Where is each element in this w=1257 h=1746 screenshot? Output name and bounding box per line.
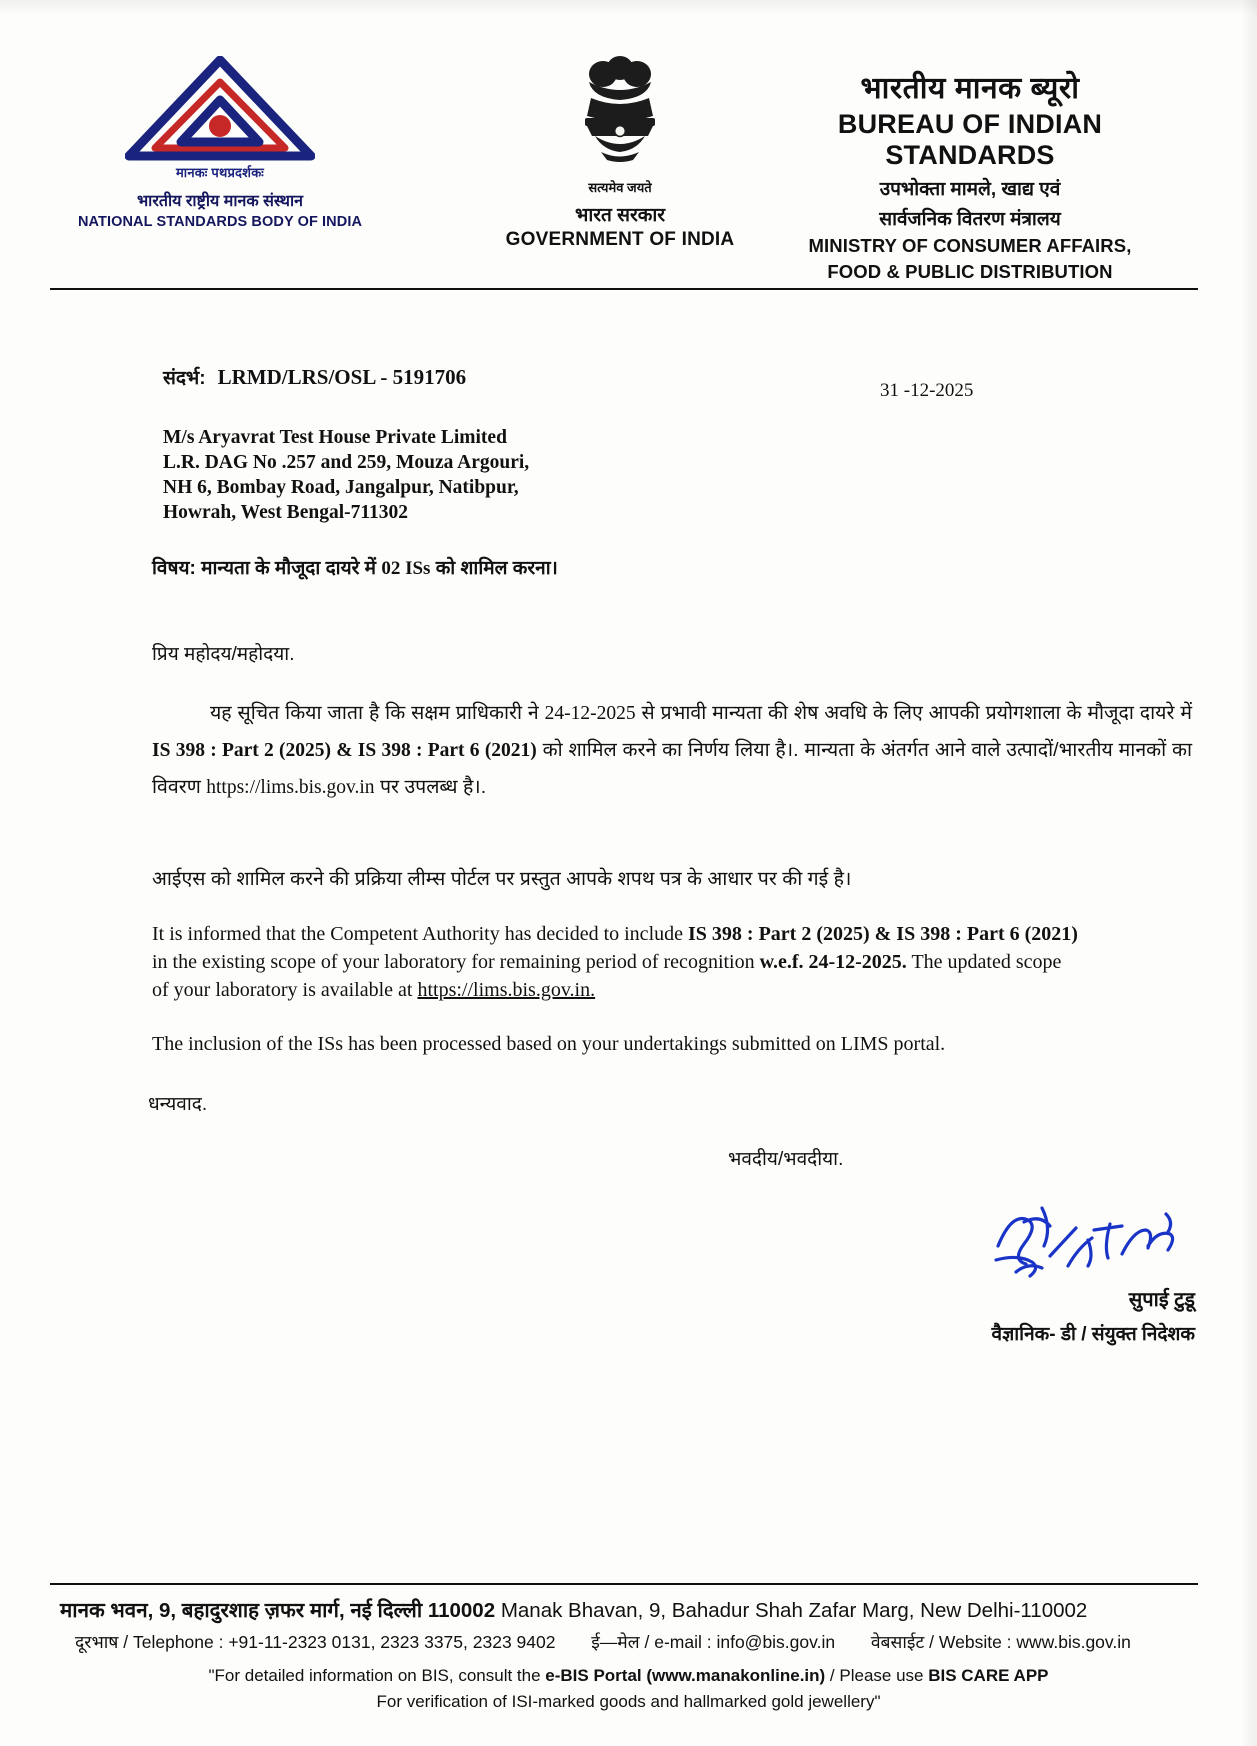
english-p1-part-c: The updated scope of your laboratory is available at	[152, 951, 1062, 1001]
signatory-designation: वैज्ञानिक- डी / संयुक्त निदेशक	[991, 1324, 1195, 1345]
scan-edge-top	[0, 0, 1257, 14]
hindi-p1-effective-date: 24-12-2025	[544, 703, 636, 724]
reference-label: संदर्भ:	[163, 368, 206, 389]
hindi-p1-standards: IS 398 : Part 2 (2025) & IS 398 : Part 6 (2021)	[152, 740, 537, 761]
salutation: प्रिय महोदय/महोदया.	[152, 644, 295, 665]
reference-number: LRMD/LRS/OSL - 5191706	[217, 365, 467, 389]
ministry-hindi-line1: उपभोक्ता मामले, खाद्य एवं	[879, 179, 1061, 200]
bis-logo-block	[70, 56, 370, 230]
addressee-line-1: M/s Aryavrat Test House Private Limited	[163, 427, 507, 448]
footer-address	[60, 1596, 1200, 1624]
handwritten-signature	[990, 1200, 1190, 1280]
hindi-paragraph-1	[152, 695, 1192, 806]
hindi-p1-part-c: को शामिल करने का निर्णय लिया है।. मान्यता के अंतर्गत आने वाले उत्पादों/भारतीय मानकों का विवरण	[152, 739, 1192, 798]
addressee-line-3: NH 6, Bombay Road, Jangalpur, Natibpur,	[163, 477, 519, 498]
emblem-motto: सत्यमेव जयते	[588, 180, 652, 195]
addressee-line-2: L.R. DAG No .257 and 259, Mouza Argouri,	[163, 452, 530, 473]
organisation-title-block	[750, 66, 1190, 283]
subject-count: 02 ISs	[381, 558, 431, 579]
addressee-block	[163, 425, 863, 525]
english-p1-part-b: in the existing scope of your laboratory for remaining period of recognition	[152, 951, 760, 973]
addressee-line-4: Howrah, West Bengal-711302	[163, 502, 409, 523]
subject-text-after: को शामिल करना।	[435, 558, 558, 579]
english-paragraph-2: The inclusion of the ISs has been processed based on your undertakings submitted on LIMS portal.	[152, 1033, 946, 1055]
english-paragraph-1	[152, 920, 1082, 1004]
english-p1-url[interactable]: https://lims.bis.gov.in.	[417, 979, 596, 1001]
footer-website[interactable]: वेबसाईट / Website : www.bis.gov.in	[870, 1632, 1131, 1652]
footer-phone: दूरभाष / Telephone : +91-11-2323 0131, 2323 3375, 2323 9402	[75, 1632, 556, 1652]
yours-faithfully: भवदीय/भवदीया.	[728, 1149, 844, 1170]
footer-contact	[75, 1630, 1195, 1654]
footer-note-part-c: / Please use	[825, 1666, 929, 1685]
footer-divider	[50, 1583, 1198, 1585]
reference-row	[163, 364, 1163, 390]
government-english: GOVERNMENT OF INDIA	[505, 229, 735, 250]
subject-line	[152, 554, 558, 580]
hindi-p1-part-a: यह सूचित किया जाता है कि सक्षम प्राधिकारी ने	[210, 702, 539, 724]
header-divider	[50, 288, 1198, 290]
bis-logo-icon	[125, 56, 315, 161]
letter-date: 31 -12-2025	[880, 380, 974, 401]
ashoka-lion-capital-icon	[565, 52, 675, 180]
ministry-english-line2: FOOD & PUBLIC DISTRIBUTION	[827, 261, 1113, 282]
hindi-p1-part-d: पर उपलब्ध है।.	[379, 776, 487, 798]
signatory-name: सुपाई टुडू	[1128, 1289, 1195, 1311]
hindi-p1-part-b: से प्रभावी मान्यता की शेष अवधि के लिए आपकी प्रयोगशाला के मौजूदा दायरे में	[641, 702, 1193, 724]
footer-note-ebis-portal[interactable]: e-BIS Portal (www.manakonline.in)	[545, 1666, 826, 1685]
ministry-english-line1: MINISTRY OF CONSUMER AFFAIRS,	[808, 235, 1132, 256]
hindi-paragraph-2: आईएस को शामिल करने की प्रक्रिया लीम्स पोर्टल पर प्रस्तुत आपके शपथ पत्र के आधार पर की गई है।	[152, 868, 852, 890]
thanks-line: धन्यवाद.	[148, 1094, 208, 1115]
english-p1-wef-date: w.e.f. 24-12-2025.	[759, 951, 907, 973]
footer-note-part-a: "For detailed information on BIS, consult the	[208, 1666, 546, 1685]
subject-text-before: मान्यता के मौजूदा दायरे में	[201, 558, 377, 579]
government-hindi: भारत सरकार	[574, 205, 666, 226]
scan-edge-right	[1241, 0, 1257, 1746]
footer-address-english: Manak Bhavan, 9, Bahadur Shah Zafar Marg, New Delhi-110002	[500, 1599, 1088, 1622]
footer-note-verification: For verification of ISI-marked goods and hallmarked gold jewellery"	[376, 1692, 881, 1711]
national-emblem-block	[505, 52, 735, 251]
bis-name-hindi: भारतीय राष्ट्रीय मानक संस्थान	[136, 193, 304, 210]
footer-note-bis-care-app: BIS CARE APP	[928, 1666, 1049, 1685]
english-p1-part-a: It is informed that the Competent Authority has decided to include	[152, 923, 688, 945]
hindi-p1-url[interactable]: https://lims.bis.gov.in	[206, 777, 375, 798]
english-p1-standards: IS 398 : Part 2 (2025) & IS 398 : Part 6 (2021)	[688, 923, 1078, 945]
org-title-english: BUREAU OF INDIAN STANDARDS	[837, 109, 1103, 170]
subject-label: विषय:	[152, 558, 196, 579]
ministry-hindi-line2: सार्वजनिक वितरण मंत्रालय	[879, 209, 1061, 230]
bis-name-english: NATIONAL STANDARDS BODY OF INDIA	[77, 214, 363, 230]
bis-logo-motto: मानकः पथप्रदर्शकः	[175, 165, 265, 180]
letterhead-header	[50, 48, 1200, 282]
footer-email[interactable]: ई—मेल / e-mail : info@bis.gov.in	[591, 1632, 836, 1652]
footer-address-hindi: मानक भवन, 9, बहादुरशाह ज़फर मार्ग, नई दिल्ली 110002	[60, 1599, 496, 1622]
org-title-hindi: भारतीय मानक ब्यूरो	[860, 72, 1080, 105]
footer-note-portal	[0, 1666, 1257, 1686]
